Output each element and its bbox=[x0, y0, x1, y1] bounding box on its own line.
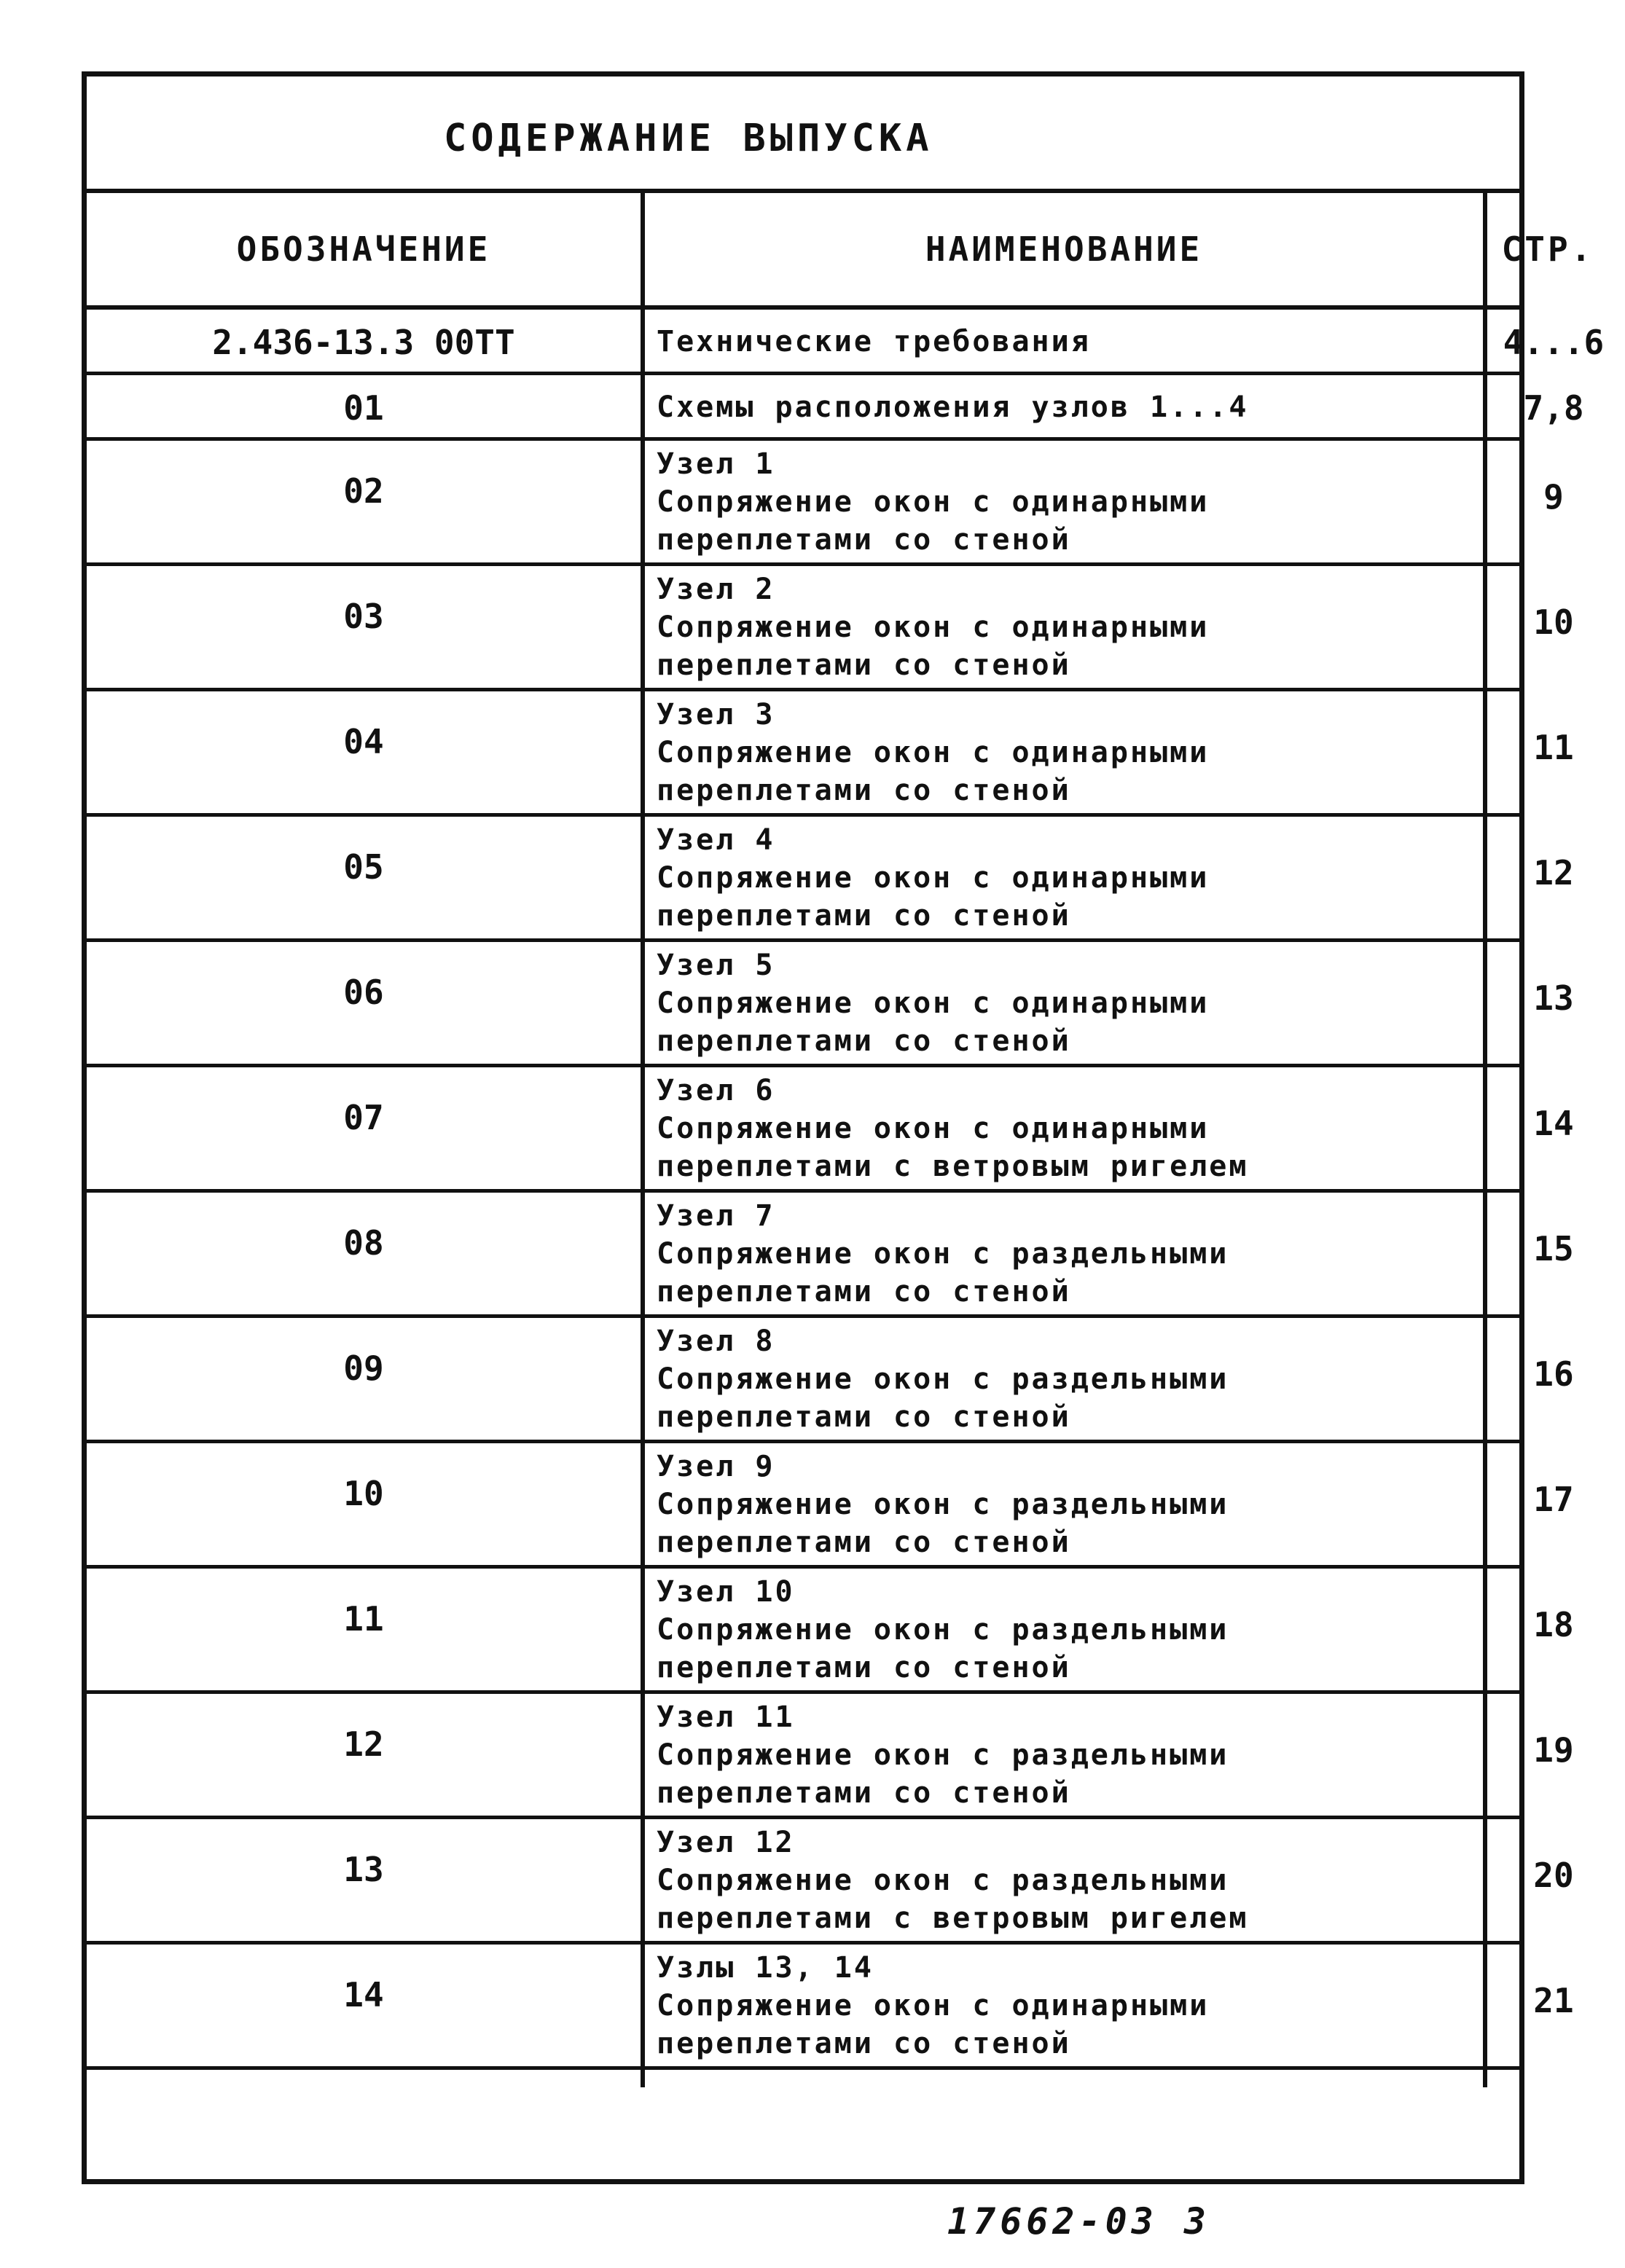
row-designation: 01 bbox=[343, 388, 384, 428]
row-page: 7,8 bbox=[1523, 388, 1584, 428]
table-row bbox=[87, 1694, 1574, 1819]
row-page: 12 bbox=[1533, 853, 1574, 892]
row-page: 21 bbox=[1533, 1981, 1574, 2020]
row-name: Узел 2 Сопряжение окон с одинарными переплетами со стеной bbox=[657, 573, 1210, 682]
row-name: Узел 5 Сопряжение окон с одинарными переплетами со стеной bbox=[657, 949, 1210, 1058]
table-row bbox=[87, 441, 1564, 566]
row-page: 20 bbox=[1533, 1856, 1574, 1895]
table-row bbox=[87, 1193, 1574, 1318]
title-row bbox=[87, 76, 1519, 193]
table-row bbox=[87, 1819, 1574, 1945]
row-page: 9 bbox=[1543, 477, 1564, 517]
row-name: Схемы расположения узлов 1...4 bbox=[657, 391, 1249, 424]
row-page: 11 bbox=[1533, 728, 1574, 767]
page-title: СОДЕРЖАНИЕ ВЫПУСКА bbox=[444, 117, 933, 160]
row-page: 14 bbox=[1533, 1104, 1574, 1143]
row-designation: 13 bbox=[343, 1850, 384, 1889]
row-name: Узел 9 Сопряжение окон с раздельными переплетами со стеной bbox=[657, 1450, 1229, 1559]
table-row bbox=[87, 817, 1574, 942]
row-name: Узел 11 Сопряжение окон с раздельными переплетами со стеной bbox=[657, 1700, 1229, 1810]
row-page: 18 bbox=[1533, 1605, 1574, 1644]
table-row bbox=[87, 1945, 1574, 2070]
row-designation: 06 bbox=[343, 973, 384, 1012]
table-row bbox=[87, 691, 1574, 817]
table-row bbox=[87, 375, 1584, 441]
row-designation: 07 bbox=[343, 1098, 384, 1137]
row-name: Узел 6 Сопряжение окон с одинарными переплетами с ветровым ригелем bbox=[657, 1074, 1249, 1183]
row-designation: 09 bbox=[343, 1349, 384, 1388]
row-designation: 11 bbox=[343, 1599, 384, 1639]
table-row bbox=[87, 566, 1574, 691]
row-name: Узел 7 Сопряжение окон с раздельными переплетами со стеной bbox=[657, 1199, 1229, 1308]
row-designation: 05 bbox=[343, 847, 384, 887]
row-designation: 02 bbox=[343, 471, 384, 511]
row-page: 17 bbox=[1533, 1480, 1574, 1519]
row-page: 16 bbox=[1533, 1354, 1574, 1394]
row-name: Узел 4 Сопряжение окон с одинарными переплетами со стеной bbox=[657, 823, 1210, 933]
table-row bbox=[87, 1569, 1574, 1694]
row-name: Узел 12 Сопряжение окон с раздельными переплетами с ветровым ригелем bbox=[657, 1826, 1249, 1935]
table-row bbox=[87, 1443, 1574, 1569]
row-designation: 12 bbox=[343, 1724, 384, 1764]
row-name: Узел 1 Сопряжение окон с одинарными переплетами со стеной bbox=[657, 447, 1210, 557]
row-page: 19 bbox=[1533, 1730, 1574, 1770]
row-designation: 10 bbox=[343, 1474, 384, 1513]
row-name: Технические требования bbox=[657, 325, 1091, 358]
row-name: Узел 8 Сопряжение окон с раздельными переплетами со стеной bbox=[657, 1325, 1229, 1434]
header-row bbox=[87, 193, 1594, 310]
row-designation: 04 bbox=[343, 722, 384, 761]
row-page: 10 bbox=[1533, 603, 1574, 642]
row-designation: 08 bbox=[343, 1223, 384, 1263]
row-designation: 2.436-13.3 00ТТ bbox=[212, 323, 515, 362]
row-designation: 14 bbox=[343, 1975, 384, 2014]
row-name: Узлы 13, 14 Сопряжение окон с одинарными переплетами со стеной bbox=[657, 1951, 1210, 2060]
sheet-number: 17662-03 3 bbox=[947, 2200, 1211, 2243]
table-row bbox=[87, 942, 1574, 1067]
row-page: 15 bbox=[1533, 1229, 1574, 1268]
contents-sheet bbox=[82, 71, 1605, 2184]
row-page: 4...6 bbox=[1503, 323, 1605, 362]
row-name: Узел 10 Сопряжение окон с раздельными переплетами со стеной bbox=[657, 1575, 1229, 1684]
row-designation: 03 bbox=[343, 597, 384, 636]
column-header-name: НАИМЕНОВАНИЕ bbox=[925, 229, 1203, 269]
column-header-page: СТР. bbox=[1501, 229, 1594, 269]
table-row bbox=[87, 1318, 1574, 1443]
column-header-designation: ОБОЗНАЧЕНИЕ bbox=[236, 229, 491, 269]
row-page: 13 bbox=[1533, 978, 1574, 1018]
table-row bbox=[87, 310, 1605, 375]
table-row bbox=[87, 1067, 1574, 1193]
row-name: Узел 3 Сопряжение окон с одинарными переплетами со стеной bbox=[657, 698, 1210, 807]
